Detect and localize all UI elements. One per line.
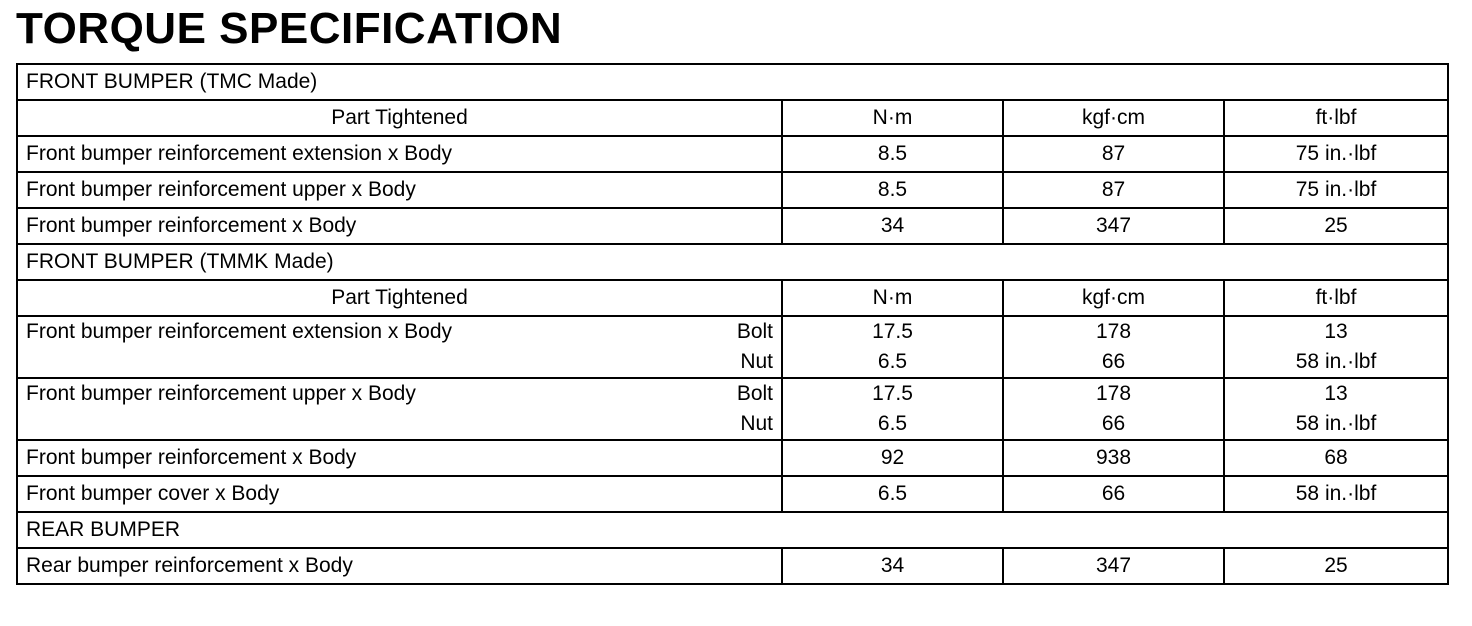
nm-cell: 92: [782, 440, 1003, 476]
kgf-cell: [1003, 316, 1224, 378]
ft-cell: 68: [1224, 440, 1448, 476]
section-header-row: [17, 512, 1448, 548]
part-cell: Rear bumper reinforcement x Body: [17, 548, 782, 584]
kgf-value: 178: [1095, 382, 1132, 405]
part-cell: Front bumper reinforcement extension x Body: [17, 136, 782, 172]
table-row: [17, 136, 1448, 172]
column-header-nm: N·m: [782, 280, 1003, 316]
fastener-label: Nut: [740, 412, 773, 435]
nm-value: 6.5: [877, 412, 908, 435]
table-row: [17, 316, 1448, 378]
column-header-part: Part Tightened: [17, 280, 782, 316]
section-header-row: [17, 64, 1448, 100]
nm-cell: 6.5: [782, 476, 1003, 512]
kgf-value: 178: [1095, 320, 1132, 343]
kgf-cell: 347: [1003, 208, 1224, 244]
table-row: [17, 378, 1448, 440]
fastener-label: Bolt: [736, 382, 773, 405]
part-cell: Front bumper reinforcement upper x Body: [17, 172, 782, 208]
section-title: FRONT BUMPER (TMMK Made): [17, 244, 1448, 280]
ft-value: 58 in.·lbf: [1295, 350, 1377, 373]
column-header-ft: ft·lbf: [1224, 100, 1448, 136]
table-row: [17, 440, 1448, 476]
kgf-cell: [1003, 378, 1224, 440]
section-title: FRONT BUMPER (TMC Made): [17, 64, 1448, 100]
nm-value: 17.5: [872, 382, 913, 405]
nm-value: 6.5: [877, 350, 908, 373]
column-header-row: [17, 280, 1448, 316]
nm-cell: 8.5: [782, 172, 1003, 208]
column-header-kgf: kgf·cm: [1003, 100, 1224, 136]
ft-cell: [1224, 378, 1448, 440]
kgf-value: 66: [1101, 412, 1126, 435]
torque-spec-table: [16, 63, 1449, 585]
table-row: [17, 548, 1448, 584]
ft-cell: 75 in.·lbf: [1224, 136, 1448, 172]
part-line: [26, 317, 773, 347]
part-cell: [17, 316, 782, 378]
kgf-cell: 347: [1003, 548, 1224, 584]
column-header-ft: ft·lbf: [1224, 280, 1448, 316]
ft-value: 58 in.·lbf: [1295, 412, 1377, 435]
ft-value: 13: [1324, 382, 1348, 405]
ft-value: 13: [1324, 320, 1348, 343]
part-cell: Front bumper cover x Body: [17, 476, 782, 512]
part-name: Front bumper reinforcement upper x Body: [26, 382, 416, 405]
nm-cell: 8.5: [782, 136, 1003, 172]
part-line: [26, 379, 773, 409]
column-header-nm: N·m: [782, 100, 1003, 136]
fastener-label: Bolt: [736, 320, 773, 343]
part-line: [26, 347, 773, 377]
nm-cell: 34: [782, 208, 1003, 244]
column-header-row: [17, 100, 1448, 136]
column-header-part: Part Tightened: [17, 100, 782, 136]
kgf-cell: 87: [1003, 172, 1224, 208]
kgf-cell: 87: [1003, 136, 1224, 172]
part-line: [26, 409, 773, 439]
nm-value: 17.5: [872, 320, 913, 343]
page-title: TORQUE SPECIFICATION: [16, 4, 563, 53]
table-row: [17, 208, 1448, 244]
part-cell: Front bumper reinforcement x Body: [17, 440, 782, 476]
kgf-cell: 66: [1003, 476, 1224, 512]
ft-cell: 75 in.·lbf: [1224, 172, 1448, 208]
ft-cell: [1224, 316, 1448, 378]
table-row: [17, 476, 1448, 512]
section-title: REAR BUMPER: [17, 512, 1448, 548]
section-header-row: [17, 244, 1448, 280]
column-header-kgf: kgf·cm: [1003, 280, 1224, 316]
part-cell: Front bumper reinforcement x Body: [17, 208, 782, 244]
table-row: [17, 172, 1448, 208]
part-cell: [17, 378, 782, 440]
ft-cell: 58 in.·lbf: [1224, 476, 1448, 512]
kgf-value: 66: [1101, 350, 1126, 373]
ft-cell: 25: [1224, 208, 1448, 244]
nm-cell: [782, 378, 1003, 440]
nm-cell: 34: [782, 548, 1003, 584]
nm-cell: [782, 316, 1003, 378]
part-name: Front bumper reinforcement extension x Body: [26, 320, 453, 343]
kgf-cell: 938: [1003, 440, 1224, 476]
ft-cell: 25: [1224, 548, 1448, 584]
fastener-label: Nut: [740, 350, 773, 373]
